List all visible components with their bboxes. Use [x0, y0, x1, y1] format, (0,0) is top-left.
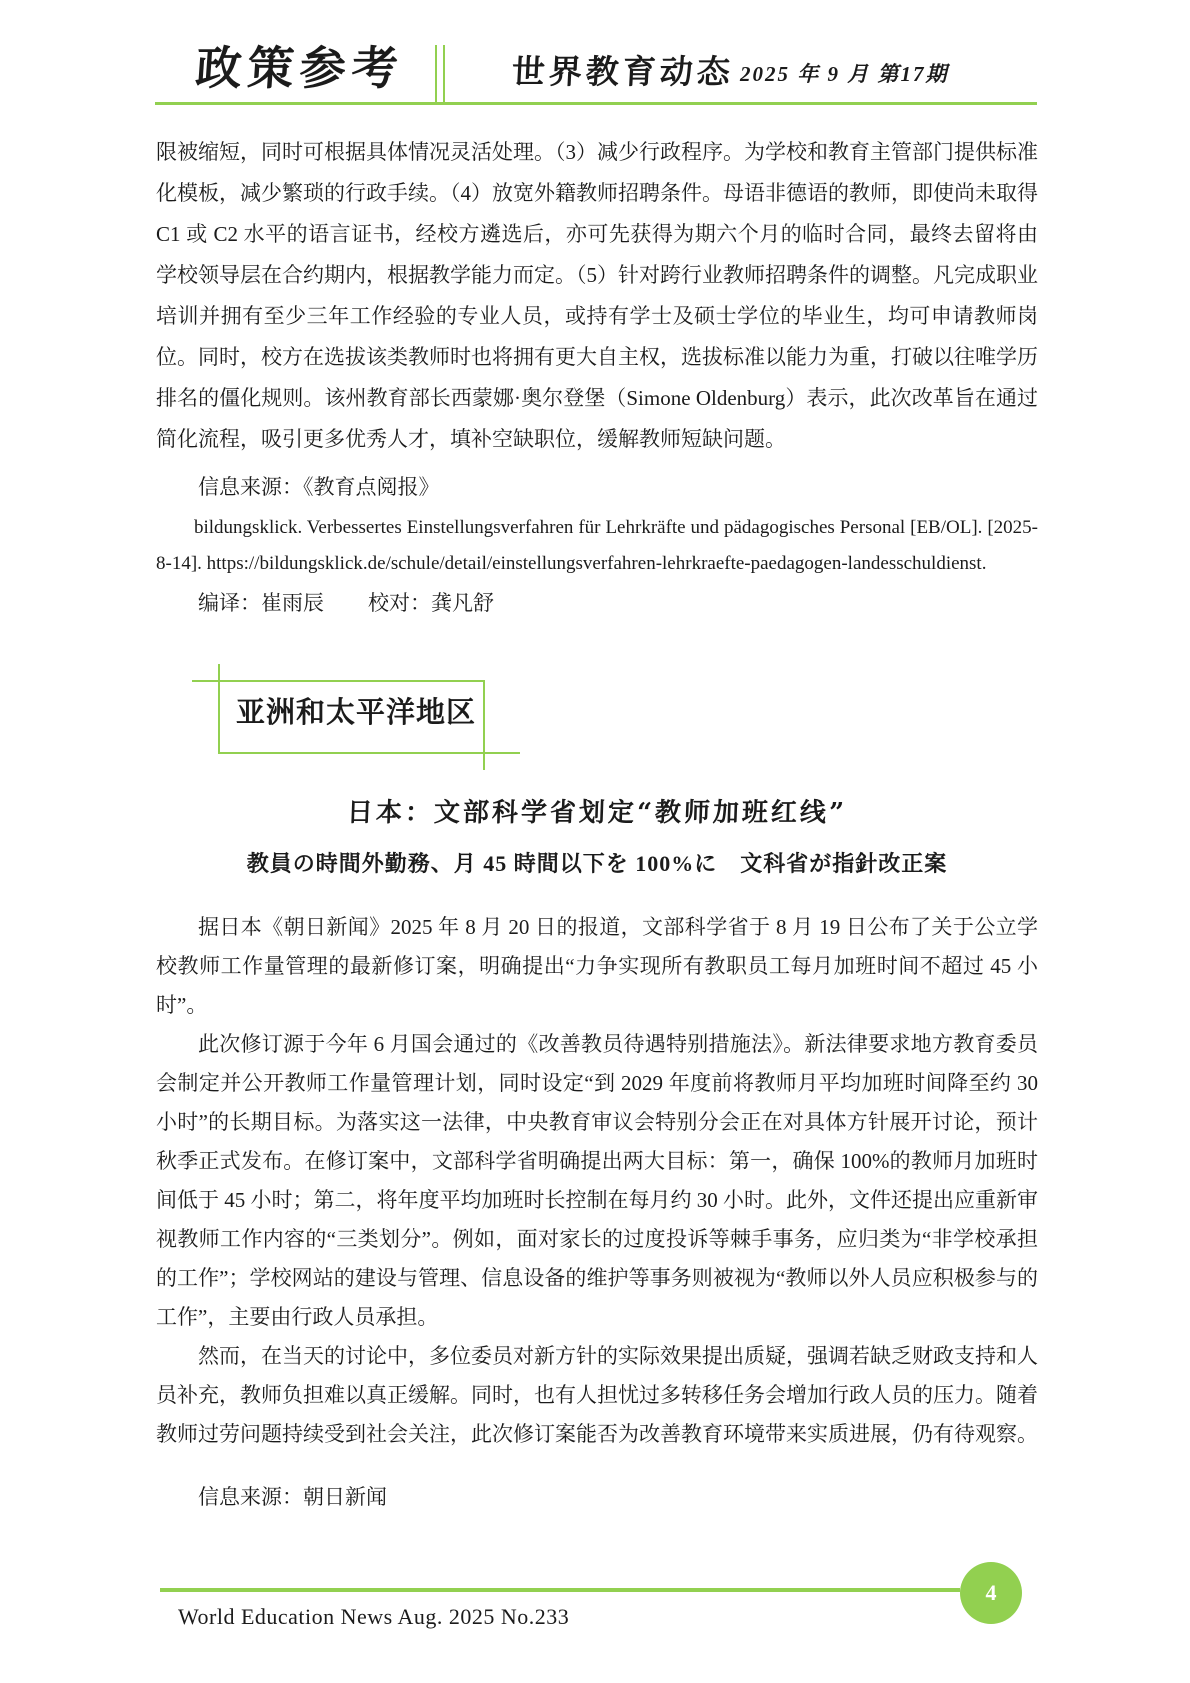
issue-info: 2025 年 9 月 第17期 [740, 62, 949, 86]
footer-text: World Education News Aug. 2025 No.233 [178, 1604, 570, 1629]
section-frame-top-line [192, 680, 483, 682]
japan-paragraph-1: 据日本《朝日新闻》2025 年 8 月 20 日的报道，文部科学省于 8 月 19 日公布了关于公立学校教师工作量管理的最新修订案，明确提出“力争实现所有教职员工每月加班时间不超过 45 小时”。 [156, 915, 1038, 1017]
section-title: 亚洲和太平洋地区 [235, 697, 476, 729]
page-number: 4 [985, 1580, 997, 1605]
footer-rule [160, 1588, 960, 1592]
japan-source-line: 信息来源：朝日新闻 [198, 1485, 387, 1509]
credits-line [156, 588, 1038, 618]
section-heading-asia-pacific [156, 662, 1038, 770]
newsletter-title: 世界教育动态 [510, 55, 735, 91]
section-frame-bottom-line [218, 752, 520, 754]
section-frame-left-line [218, 664, 220, 754]
page-content [156, 0, 1038, 1512]
japan-article-body [156, 908, 1038, 1454]
credit-translator: 编译：崔雨辰 [198, 591, 324, 615]
germany-citation: bildungsklick. Verbessertes Einstellungsverfahren für Lehrkräfte und pädagogisches Personal [EB/OL]. [2025-8-14]. https://bildungsklick.de/schule/detail/einstellungsverfahren-lehrkraefte-paedagogen-landesschuldienst. [156, 517, 1038, 574]
newsletter-brand: 政策参考 [193, 41, 406, 95]
germany-source-line: 信息来源：《教育点阅报》 [198, 475, 440, 499]
germany-article-body: 限被缩短，同时可根据具体情况灵活处理。（3）减少行政程序。为学校和教育主管部门提供标准化模板，减少繁琐的行政手续。（4）放宽外籍教师招聘条件。母语非德语的教师，即使尚未取得 C1 或 C2 水平的语言证书，经校方遴选后，亦可先获得为期六个月的临时合同，最终去留将由学校领导层在合约期内，根据教学能力而定。（5）针对跨行业教师招聘条件的调整。凡完成职业培训并拥有至少三年工作经验的专业人员，或持有学士及硕士学位的毕业生，均可申请教师岗位。同时，校方在选拔该类教师时也将拥有更大自主权，选拔标准以能力为重，打破以往唯学历排名的僵化规则。该州教育部长西蒙娜·奥尔登堡（Simone Oldenburg）表示，此次改革旨在通过简化流程，吸引更多优秀人才，填补空缺职位，缓解教师短缺问题。 [156, 140, 1038, 451]
credit-proofreader: 校对：龚凡舒 [368, 591, 494, 615]
japan-article-title: 日本：文部科学省划定“教师加班红线” [346, 798, 848, 828]
japan-paragraph-2: 此次修订源于今年 6 月国会通过的《改善教员待遇特别措施法》。新法律要求地方教育委员会制定并公开教师工作量管理计划，同时设定“到 2029 年度前将教师月平均加班时间降至约 30 小时”的长期目标。为落实这一法律，中央教育审议会特别分会正在对具体方针展开讨论，预计秋季正式发布。在修订案中，文部科学省明确提出两大目标：第一，确保 100%的教师月加班时间低于 45 小时；第二，将年度平均加班时长控制在每月约 30 小时。此外，文件还提出应重新审视教师工作内容的“三类划分”。例如，面对家长的过度投诉等棘手事务，应归类为“非学校承担的工作”；学校网站的建设与管理、信息设备的维护等事务则被视为“教师以外人员应积极参与的工作”，主要由行政人员承担。 [156, 1032, 1038, 1329]
page-number-badge [960, 1562, 1022, 1624]
japan-article-subtitle: 教員の時間外勤務、月 45 時間以下を 100%に 文科省が指針改正案 [246, 851, 948, 876]
japan-paragraph-3: 然而，在当天的讨论中，多位委员对新方针的实际效果提出质疑，强调若缺乏财政支持和人员补充，教师负担难以真正缓解。同时，也有人担忧过多转移任务会增加行政人员的压力。随着教师过劳问题持续受到社会关注，此次修订案能否为改善教育环境带来实质进展，仍有待观察。 [156, 1344, 1038, 1446]
